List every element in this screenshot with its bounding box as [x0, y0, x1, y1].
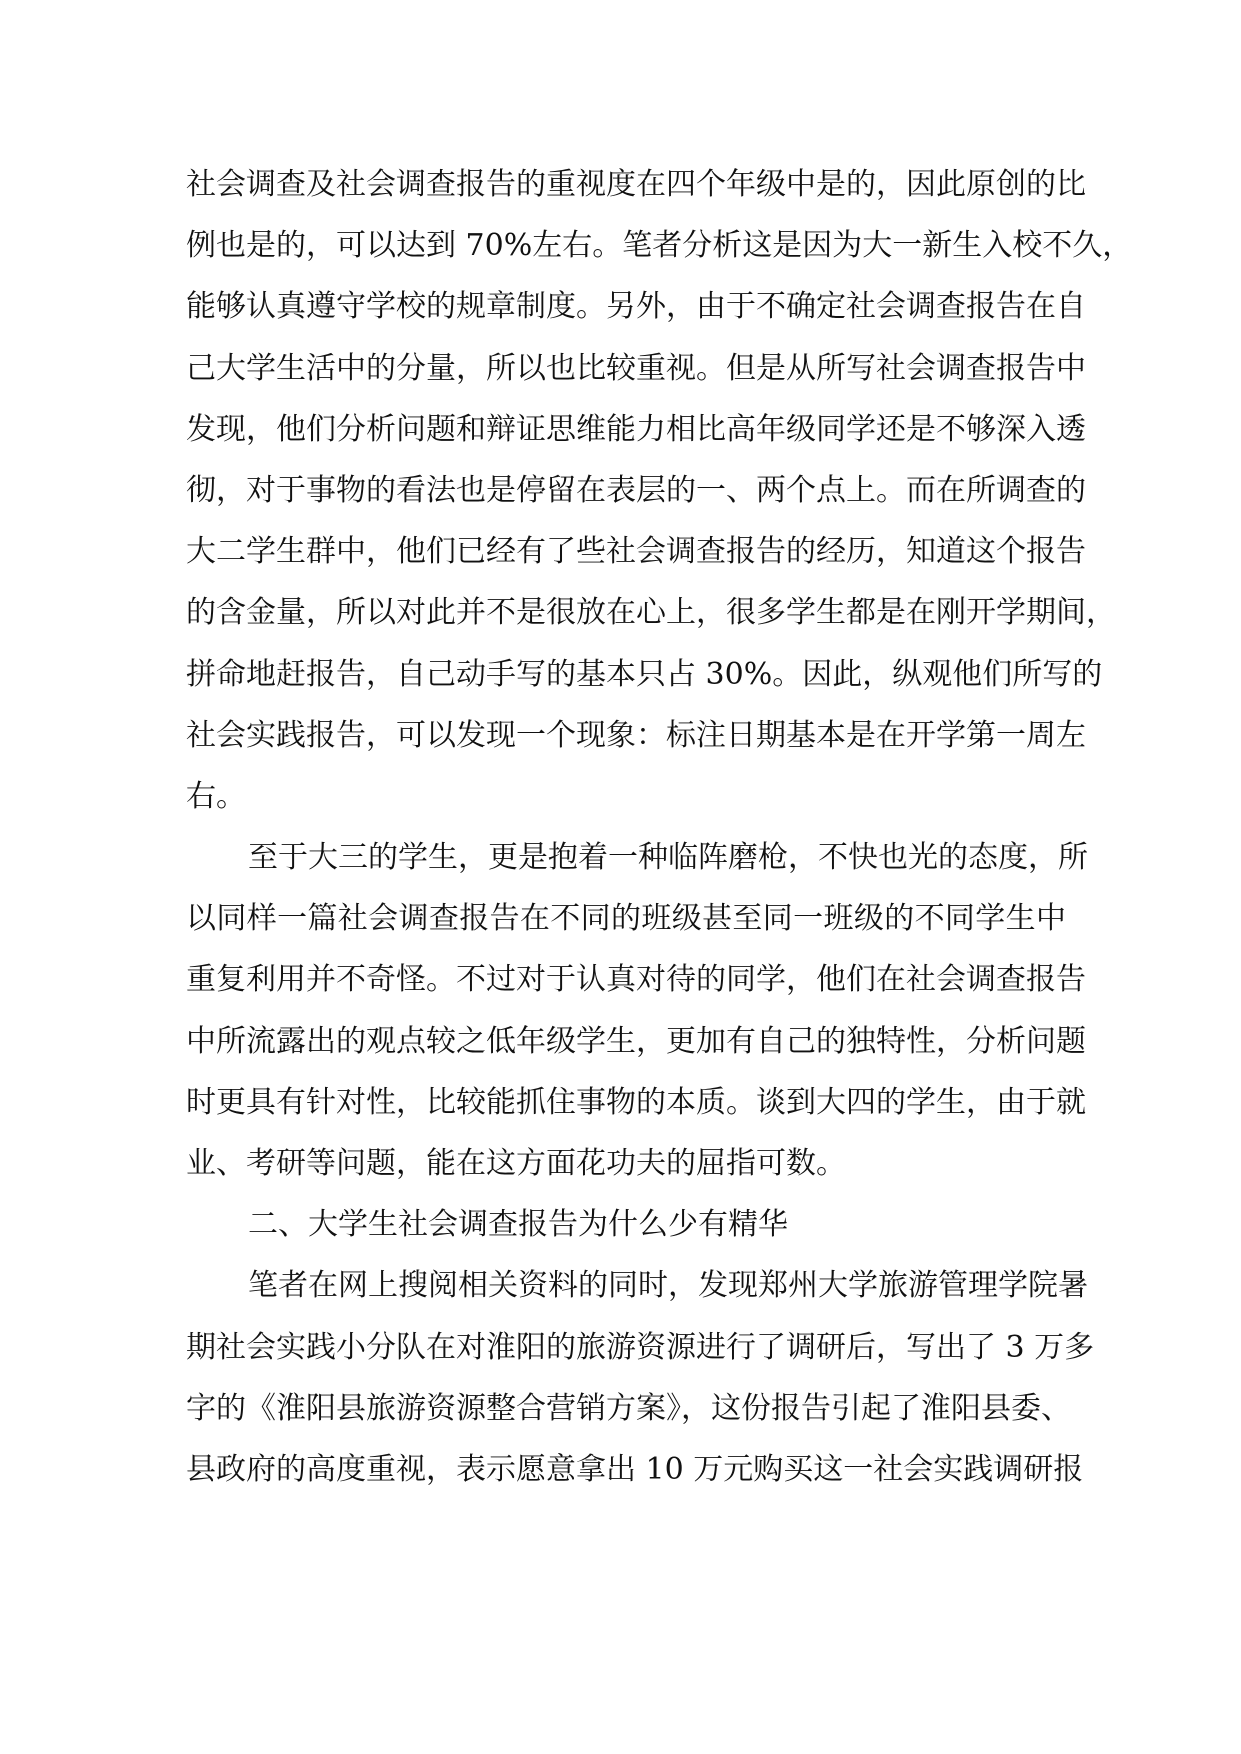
text-line: 发现，他们分析问题和辩证思维能力相比高年级同学还是不够深入透 — [186, 411, 1086, 447]
text-line: 重复利用并不奇怪。不过对于认真对待的同学，他们在社会调查报告 — [186, 962, 1086, 998]
text-line: 右。 — [186, 778, 246, 814]
paragraph-first-line: 笔者在网上搜阅相关资料的同时，发现郑州大学旅游管理学院暑 — [248, 1268, 1088, 1304]
text-line: 中所流露出的观点较之低年级学生，更加有自己的独特性，分析问题 — [186, 1023, 1086, 1059]
text-line: 己大学生活中的分量，所以也比较重视。但是从所写社会调查报告中 — [186, 350, 1086, 386]
text-line: 社会调查及社会调查报告的重视度在四个年级中是的，因此原创的比 — [186, 167, 1086, 202]
text-line: 彻，对于事物的看法也是停留在表层的一、两个点上。而在所调查的 — [186, 472, 1086, 508]
text-line: 时更具有针对性，比较能抓住事物的本质。谈到大四的学生，由于就 — [186, 1084, 1086, 1120]
text-line: 业、考研等问题，能在这方面花功夫的屈指可数。 — [186, 1146, 846, 1181]
text-line: 的含金量，所以对此并不是很放在心上，很多学生都是在刚开学期间， — [186, 595, 1116, 631]
text-line: 字的《淮阳县旅游资源整合营销方案》，这份报告引起了淮阳县委、 — [186, 1390, 1071, 1426]
text-line: 县政府的高度重视，表示愿意拿出 10 万元购买这一社会实践调研报 — [186, 1451, 1084, 1487]
text-line: 拼命地赶报告，自己动手写的基本只占 30%。因此，纵观他们所写的 — [186, 656, 1103, 692]
text-line: 社会实践报告，可以发现一个现象：标注日期基本是在开学第一周左 — [186, 717, 1086, 753]
body-text — [186, 154, 1133, 1500]
text-line: 能够认真遵守学校的规章制度。另外，由于不确定社会调查报告在自 — [186, 289, 1086, 325]
text-line: 以同样一篇社会调查报告在不同的班级甚至同一班级的不同学生中 — [186, 901, 1066, 937]
section-heading: 二、大学生社会调查报告为什么少有精华 — [248, 1207, 788, 1243]
text-line: 期社会实践小分队在对淮阳的旅游资源进行了调研后，写出了 3 万多 — [186, 1329, 1095, 1365]
text-line: 大二学生群中，他们已经有了些社会调查报告的经历，知道这个报告 — [186, 534, 1086, 570]
paragraph-first-line: 至于大三的学生，更是抱着一种临阵磨枪，不快也光的态度，所 — [248, 840, 1088, 876]
text-line: 例也是的，可以达到 70%左右。笔者分析这是因为大一新生入校不久， — [186, 228, 1133, 264]
